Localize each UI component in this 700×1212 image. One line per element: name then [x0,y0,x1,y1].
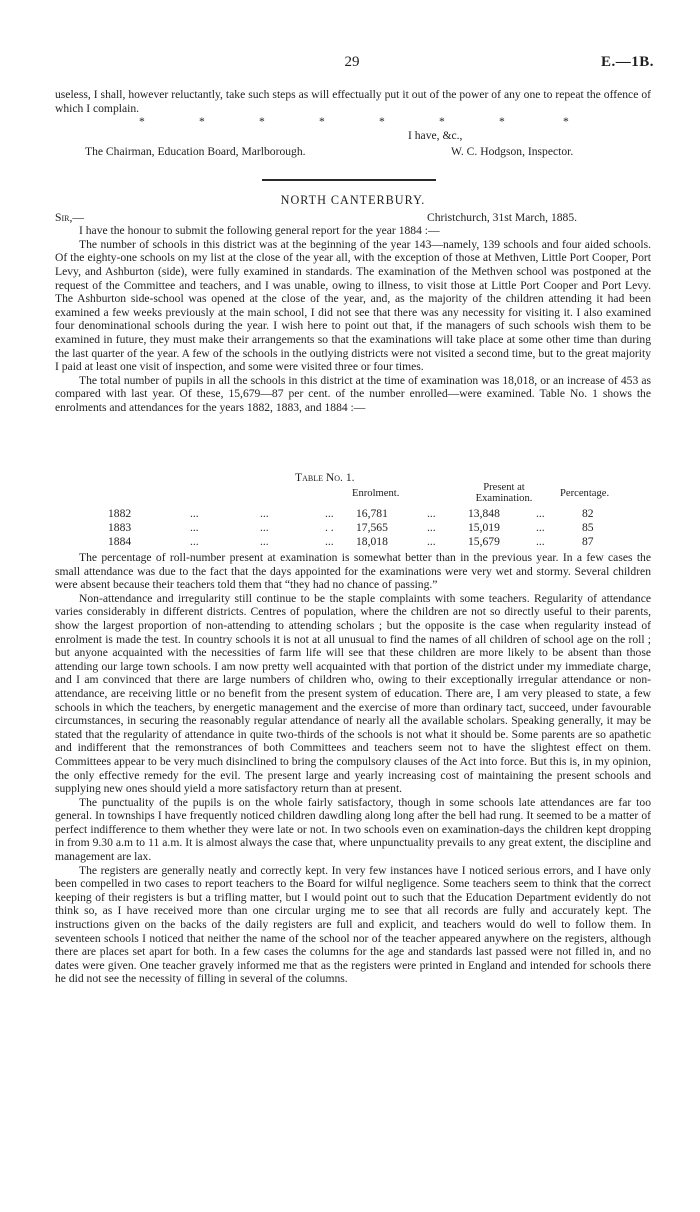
paragraph-pupils: The total number of pupils in all the schools in this district at the time of examination was 18,018, or an increase of 453 as compared with last year. Of these, 15,679—87 per cent. of the number enrolled—were examined. Table No. 1 shows the enrolments and attendances for the years 1882, 1883, and 1884 :— [55,373,651,414]
asterisk: * [139,115,145,129]
intro-paragraph: useless, I shall, however reluctantly, take such steps as will effectually put it out of the power of any one to repeat the offence of which I complain. [55,88,651,115]
paragraph-intro: I have the honour to submit the following general report for the year 1884 :— [79,224,440,238]
column-header-enrolment: Enrolment. [352,488,400,499]
asterisk: * [379,115,385,129]
page-number: 29 [344,54,360,70]
cell-enrolment: 18,018 [356,535,388,548]
cell-leader: . . [325,521,334,534]
cell-leader: ... [260,521,269,534]
signature: W. C. Hodgson, Inspector. [451,145,574,159]
asterisk: * [439,115,445,129]
closing-row [55,129,651,143]
salutation: Sir,— [55,210,84,224]
paragraph-punctuality: The punctuality of the pupils is on the whole fairly satisfactory, though in some schools late attendances are far too general. In townships I have frequently noticed children dawdling along long after the bell had rung. It seemed to be a matter of perfect indifference to them whether they were late or not. In two schools even on examination-days the children kept dropping in from 9.30 a.m to 11 a.m. It is almost always the case that, where unpunctuality prevails to any great extent, the discipline and management are lax. [55,795,651,864]
cell-percentage: 87 [582,535,594,548]
column-header-present-line2: Examination. [475,493,533,504]
column-header-present [463,482,545,504]
cell-leader: ... [536,535,545,548]
salutation-row [55,211,651,225]
attendance-table [55,471,651,551]
cell-leader: ... [325,535,334,548]
cell-leader: ... [190,507,199,520]
paragraph-non-attendance: Non-attendance and irregularity still continue to be the staple complaints with some teachers. Regularity of attendance varies considerably in different districts. Centres of population, where the children are not so directly useful to their parents, show the largest proportion of non-attending to attending scholars ; but the opposite is the case when regularity instead of enrolment is made the test. In country schools it is not at all unusual to find the names of all children of school age on the roll ; but anyone acquainted with the necessities of farm life will see that these children are more likely to be absent than those attending our large town schools. I am now pretty well acquainted with that portion of the district under my immediate charge, and I am convinced that there are large numbers of children who, owing to their exceptionally irregular attendance or non-attendance, are receiving little or no benefit from the present system of education. There are, I am very pleased to state, a few schools in which the teachers, by energetic management and the exercise of more than ordinary tact, succeed, under favourable circumstances, in securing the reasonably regular attendance of nearly all the available scholars. Speaking generally, it may be stated that the regularity of attendance in quite two-thirds of the schools is not what it should be. Some parents are so apathetic and indifferent that the remonstrances of both Committees and teachers seem not to have the slightest effect on them. Committees appear to be very much disinclined to bring the compulsory clauses of the Act into force. But this is, in my opinion, the only effective remedy for the evil. The present large and yearly increasing cost of maintaining the present schools and supplying new ones should yield a more satisfactory return than at present. [55,591,651,796]
cell-percentage: 85 [582,521,594,534]
table-row [55,521,651,535]
cell-leader: ... [427,521,436,534]
cell-enrolment: 16,781 [356,507,388,520]
place-date: Christchurch, 31st March, 1885. [427,210,578,224]
cell-year: 1882 [108,507,132,520]
paragraph-registers: The registers are generally neatly and correctly kept. In very few instances have I noticed serious errors, and I have only been compelled in two cases to report teachers to the Board for wilful negligence. Some teachers seem to think that the correct keeping of their registers is but a trifling matter, but I would point out to such that the Education Department evidently do not think so, as I have received more than one circular urging me to see that all records are fully and accurately kept. The instructions given on the backs of the daily registers are full and explicit, and teachers would do well to follow them. In seventeen schools I noticed that neither the name of the school nor of the teacher appeared anywhere on the registers, although there are places set apart for both. In a few cases the columns for the age and standards last passed were not filled in, and no dates were given. One teacher gravely informed me that as the registers were printed in England and intended for schools there he did not see the necessity of filling in several of the columns. [55,863,651,986]
asterisk: * [259,115,265,129]
asterisk: * [319,115,325,129]
cell-leader: ... [190,535,199,548]
cell-leader: ... [325,507,334,520]
asterisk: * [199,115,205,129]
north-canterbury-report [55,194,651,415]
cell-year: 1883 [108,521,132,534]
cell-leader: ... [190,521,199,534]
column-header-present-line1: Present at [483,482,525,493]
cell-present: 15,679 [468,535,500,548]
asterisk-row [55,115,651,129]
cell-year: 1884 [108,535,132,548]
asterisk: * [563,115,569,129]
cell-leader: ... [536,521,545,534]
section-title: NORTH CANTERBURY. [280,193,426,207]
cell-present: 15,019 [468,521,500,534]
addressee: The Chairman, Education Board, Marlborough. [85,145,306,159]
cell-leader: ... [536,507,545,520]
report-continuation [55,551,651,986]
asterisk: * [499,115,505,129]
column-header-percentage: Percentage. [560,488,610,499]
paragraph-percentage: The percentage of roll-number present at examination is somewhat better than in the previous year. In a few cases the small attendance was due to the fact that the days appointed for the examinations were very wet and stormy. Several children were absent because their teachers told them that “they had no chance of passing.” [55,551,651,592]
paragraph-schools: The number of schools in this district was at the beginning of the year 143—namely, 139 schools and four aided schools. Of the eighty-one schools on my list at the close of the year all, with the exception of those at Methven, Little Port Cooper, Port Levy, and Ashburton (side), were fully examined in standards. The examination of the Methven school was postponed at the request of the Committee and teachers, and I was unable, owing to illness, to visit those at Little Port Cooper and Port Levy. The Ashburton side-school was opened at the close of the year, and, as the majority of the children attending it had been examined a few weeks previously at the main school, I did not see that there was any necessity for visiting it. I also examined four denominational schools during the year. I wish here to point out that, if the managers of such schools wish them to be examined in future, they must make their arrangements so that the examinations will take place at some other time than during the last quarter of the year. A few of the schools in the outlying districts were not visited a second time, but to the great majority I paid at least one visit of inspection, and some were visited three or four times. [55,237,651,374]
table-row [55,507,651,521]
table-row [55,535,651,549]
letter-ending [55,88,651,159]
cell-percentage: 82 [582,507,594,520]
cell-leader: ... [427,535,436,548]
signature-row [55,145,651,159]
table-title: Table No. 1. [295,471,355,484]
document-reference: E.—1B. [600,54,654,70]
cell-leader: ... [260,507,269,520]
cell-leader: ... [427,507,436,520]
closing: I have, &c., [408,128,463,142]
section-rule [262,179,436,181]
cell-present: 13,848 [468,507,500,520]
cell-leader: ... [260,535,269,548]
cell-enrolment: 17,565 [356,521,388,534]
